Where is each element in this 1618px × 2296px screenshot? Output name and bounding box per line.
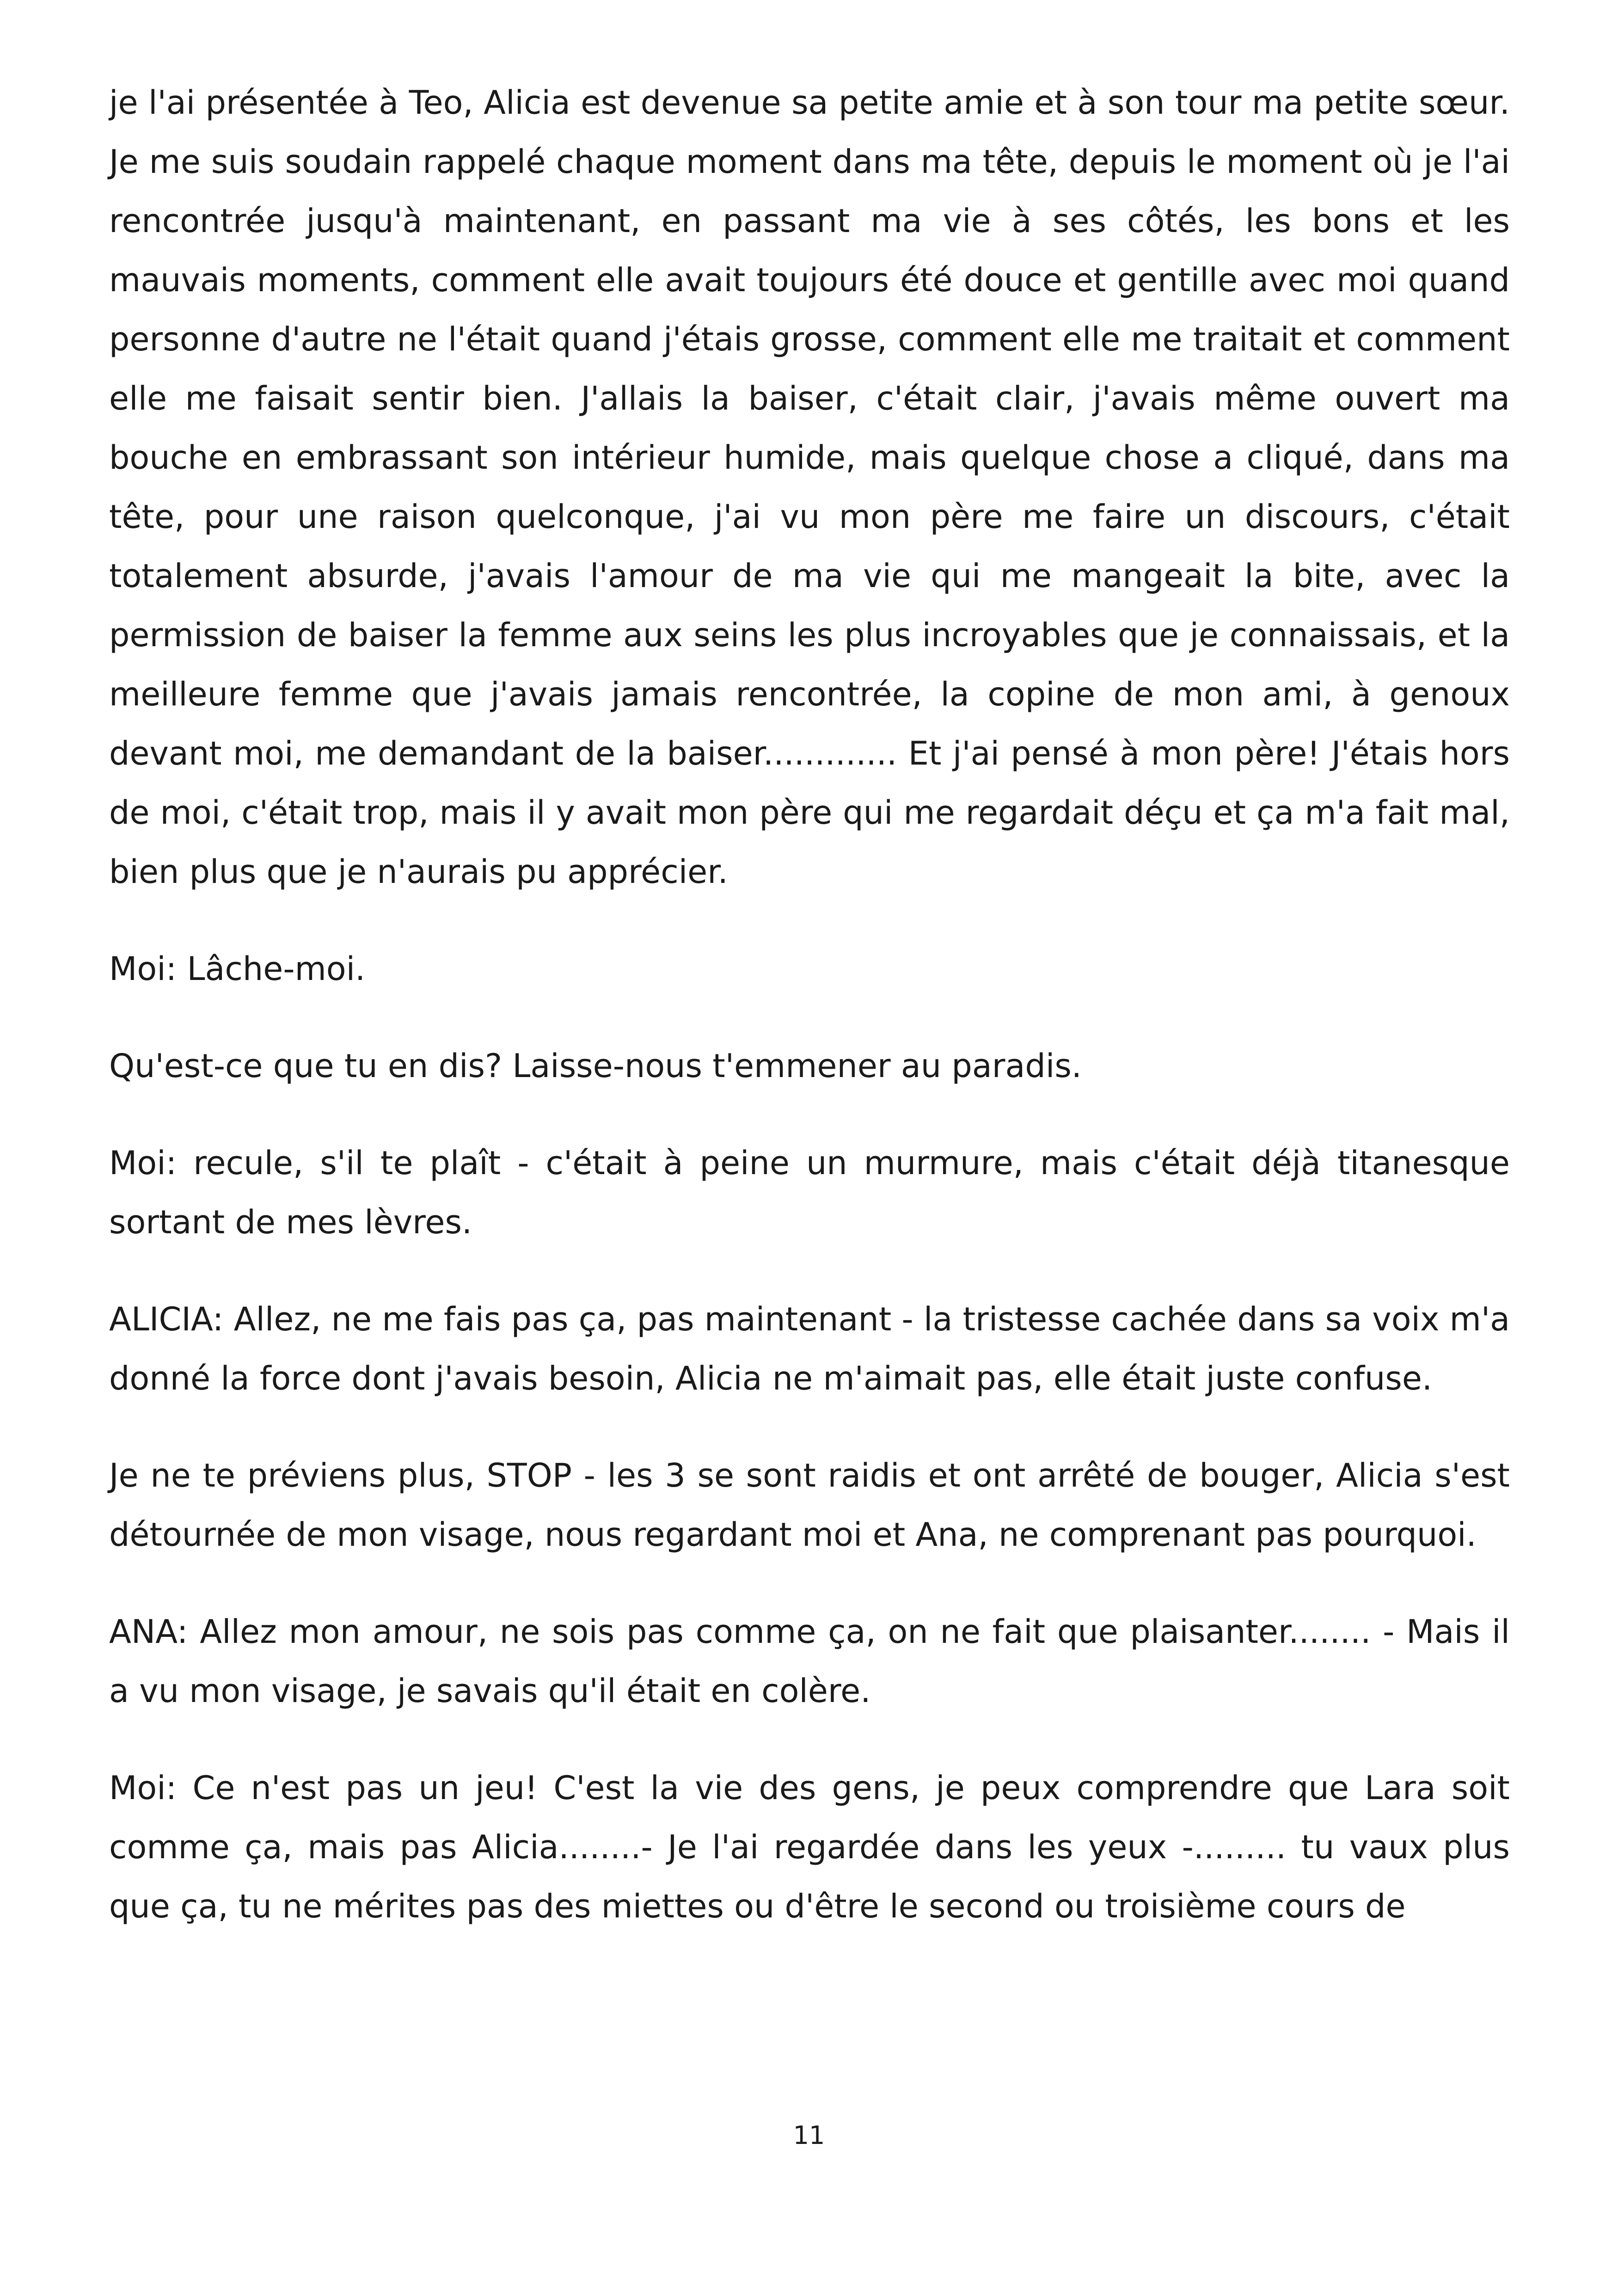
body-text [109, 73, 1510, 1974]
paragraph-6: Je ne te préviens plus, STOP - les 3 se sont raidis et ont arrêté de bouger, Alicia s'est détournée de mon visage, nous regardant moi et Ana, ne comprenant pas pourquoi. [109, 1457, 1510, 1554]
page-number: 11 [793, 2121, 825, 2150]
paragraph-1: je l'ai présentée à Teo, Alicia est devenue sa petite amie et à son tour ma petite sœur. Je me suis soudain rappelé chaque moment dans ma tête, depuis le moment où je l'ai rencontrée jusqu'à maintenant, en passant ma vie à ses côtés, les bons et les mauvais moments, comment elle avait toujours été douce et gentille avec moi quand personne d'autre ne l'était quand j'étais grosse, comment elle me traitait et comment elle me faisait sentir bien. J'allais la baiser, c'était clair, j'avais même ouvert ma bouche en embrassant son intérieur humide, mais quelque chose a cliqué, dans ma tête, pour une raison quelconque, j'ai vu mon père me faire un discours, c'était totalement absurde, j'avais l'amour de ma vie qui me mangeait la bite, avec la permission de baiser la femme aux seins les plus incroyables que je connaissais, et la meilleure femme que j'avais jamais rencontrée, la copine de mon ami, à genoux devant moi, me demandant de la baiser............. Et j'ai pensé à mon père! J'étais hors de moi, c'était trop, mais il y avait mon père qui me regardait déçu et ça m'a fait mal, bien plus que je n'aurais pu apprécier. [109, 84, 1510, 891]
paragraph-5: ALICIA: Allez, ne me fais pas ça, pas maintenant - la tristesse cachée dans sa voix m'a donné la force dont j'avais besoin, Alicia ne m'aimait pas, elle était juste confuse. [109, 1300, 1510, 1397]
paragraph-4: Moi: recule, s'il te plaît - c'était à peine un murmure, mais c'était déjà titanesque sortant de mes lèvres. [109, 1144, 1510, 1241]
paragraph-8: Moi: Ce n'est pas un jeu! C'est la vie des gens, je peux comprendre que Lara soit comme ça, mais pas Alicia........- Je l'ai regardée dans les yeux -......... tu vaux plus que ça, tu ne mérites pas des miettes ou d'être le second ou troisième cours de [109, 1769, 1510, 1925]
paragraph-7: ANA: Allez mon amour, ne sois pas comme ça, on ne fait que plaisanter........ - Mais il a vu mon visage, je savais qu'il était en colère. [109, 1613, 1510, 1710]
paragraph-2: Moi: Lâche-moi. [109, 950, 366, 988]
paragraph-3: Qu'est-ce que tu en dis? Laisse-nous t'emmener au paradis. [109, 1047, 1082, 1085]
